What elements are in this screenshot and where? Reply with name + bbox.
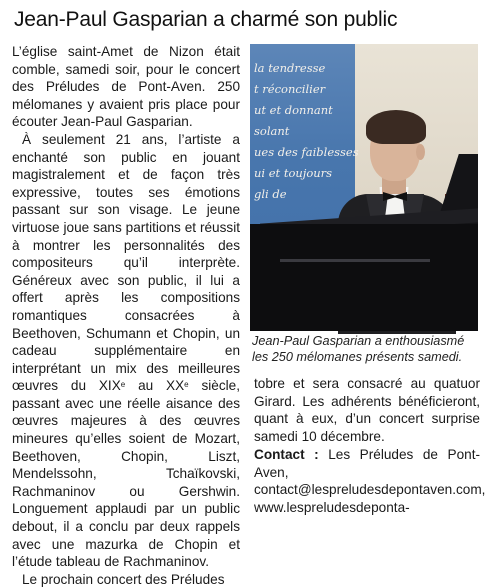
paragraph-intro: L’église saint-Amet de Nizon était comble, samedi soir, pour le concert des Préludes de Pont-Aven. 250 mélomanes y avaient pris place pour écouter Jean-Paul Gasparian.: [12, 44, 240, 130]
article-headline: Jean-Paul Gasparian a charmé son public: [14, 8, 398, 31]
article-photo: [250, 44, 478, 331]
contact-details: Les Préludes de Pont-Aven, contact@lespreludesdepontaven.com, www.lespreludesdeponta-: [254, 447, 486, 515]
contact-block: [254, 446, 486, 516]
paragraph-performance: À seulement 21 ans, l’artiste a enchanté son public en jouant magistralement et de façon très expressive, toutes ses émotions passant sur son visage. Le jeune virtuose joue sans partitions et réussit à montrer les personnalités des compositeurs qu’il interprète. Généreux avec son public, il lui a offert après les compositions romantiques consacrées à Beethoven, Schumann et Chopin, un cadeau supplémentaire en interprétant un mix des meilleures œuvres du XIXe au XXe siècle, passant avec une réelle aisance des œuvres majeures à des œuvres mineures qu’elles soient de Mozart, Beethoven, Chopin, Liszt, Mendelssohn, Tchaïkovski, Rachmaninov ou Gershwin. Longuement applaudi par un public debout, il a conclu par deux rappels avec une mazurka de Chopin et l’étude tableau de Rachmaninov.: [12, 131, 240, 570]
piano: [250, 224, 478, 331]
article-body-left-column: [12, 43, 240, 587]
photo-caption: Jean-Paul Gasparian a enthousiasmé les 250 mélomanes présents samedi.: [252, 334, 465, 364]
contact-label: Contact :: [254, 447, 319, 462]
pianist-hair: [366, 110, 426, 144]
photo-banner-text: la tendresse t réconcilier ut et donnant solant ues des faiblesses ui et toujours gli de: [254, 61, 359, 201]
article-body-right-column: tobre et sera consacré au quatuor Girard. Les adhérents bénéficieront, quant à eux, d’un concert surprise samedi 10 décembre.: [254, 376, 480, 444]
paragraph-next-concert: Le prochain concert des Préludes: [22, 571, 225, 587]
